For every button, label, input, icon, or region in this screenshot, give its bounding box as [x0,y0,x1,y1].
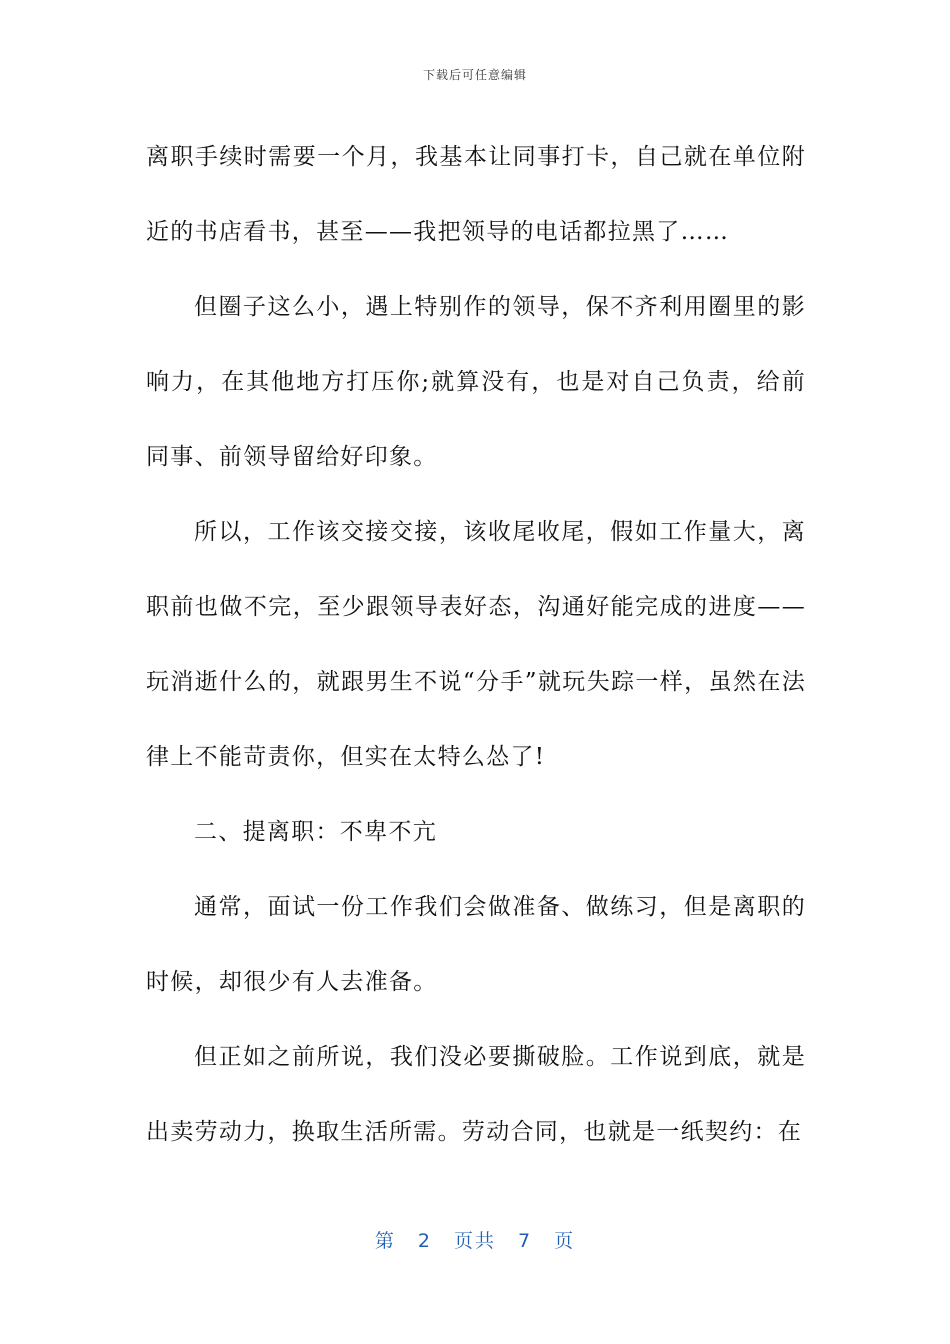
section-heading: 二、提离职：不卑不亢 [194,819,437,845]
header-note: 下载后可任意编辑 [422,68,527,82]
paragraph-5: 但正如之前所说，我们没必要撕破脸。工作说到底，就是出卖劳动力，换取生活所需。劳动合同，也就是一纸契约：在 [146,1044,806,1145]
paragraph-3: 所以，工作该交接交接，该收尾收尾，假如工作量大，离职前也做不完，至少跟领导表好态，沟通好能完成的进度——玩消逝什么的，就跟男生不说“分手”就玩失踪一样，虽然在法律上不能苛责你，但实在太特么怂了! [146,519,806,770]
paragraph-2: 但圈子这么小，遇上特别作的领导，保不齐利用圈里的影响力，在其他地方打压你;就算没有，也是对自己负责，给前同事、前领导留给好印象。 [146,294,806,470]
document-body [146,120,806,1170]
paragraph-1: 离职手续时需要一个月，我基本让同事打卡，自己就在单位附近的书店看书，甚至——我把领导的电话都拉黑了…… [146,144,806,245]
page-number-footer: 第 2 页共 7 页 [374,1230,576,1252]
paragraph-4: 通常，面试一份工作我们会做准备、做练习，但是离职的时候，却很少有人去准备。 [146,894,806,995]
